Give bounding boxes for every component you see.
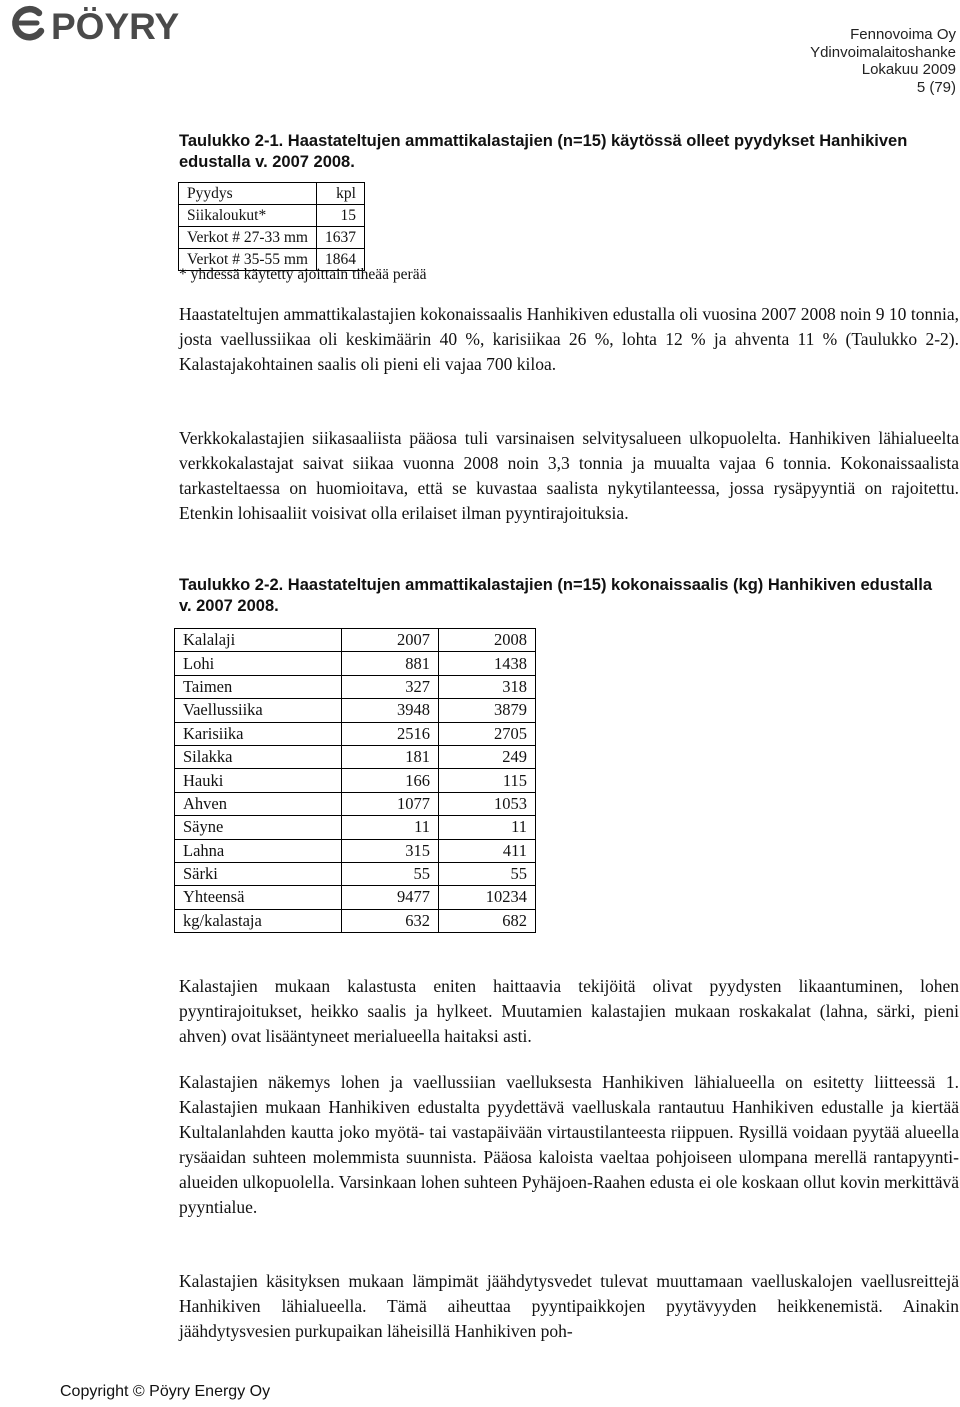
- table-cell: Taimen: [175, 675, 342, 698]
- table-cell: 881: [342, 652, 439, 675]
- paragraph: Verkkokalastajien siikasaaliista pääosa tuli varsinaisen selvitysalueen ulkopuolelta. Hanhikiven lähialueelta verkkokalastajat saivat siikaa vuonna 2008 noin 3,3 tonnia ja muualta vajaa 6 tonnia. Kokonaissaalista tarkasteltaessa on huomioitava, että se kuvastaa saalista nykytilanteessa, jossa rysäpyyntiä on rajoitettu. Etenkin lohisaaliit voisivat olla erilaiset ilman pyyntirajoituksia.: [179, 428, 959, 523]
- table-row: [175, 699, 536, 722]
- footer-copyright: Copyright © Pöyry Energy Oy: [60, 1383, 271, 1400]
- table-header-cell: 2008: [439, 629, 536, 652]
- table-header-row: [175, 629, 536, 652]
- table-row: [175, 722, 536, 745]
- table-cell: Säyne: [175, 816, 342, 839]
- table-cell: Vaellussiika: [175, 699, 342, 722]
- header-client: Fennovoima Oy: [850, 26, 956, 43]
- table-cell: Silakka: [175, 745, 342, 768]
- table-row: [175, 862, 536, 885]
- table-cell: 2516: [342, 722, 439, 745]
- table-cell: 3879: [439, 699, 536, 722]
- table-row: [175, 839, 536, 862]
- table-cell: 1637: [316, 227, 364, 249]
- table-row: [179, 227, 365, 249]
- table-row: [175, 792, 536, 815]
- table-cell: 1053: [439, 792, 536, 815]
- header-page-number: 5 (79): [916, 78, 956, 96]
- table-cell: Verkot # 35-55 mm: [179, 249, 317, 271]
- table-header-row: [179, 183, 365, 205]
- table-cell: 11: [439, 816, 536, 839]
- table-cell: kg/kalastaja: [175, 909, 342, 932]
- table-cell: 2705: [439, 722, 536, 745]
- table-row: [175, 745, 536, 768]
- poyry-logo: [6, 4, 246, 44]
- table-row: [175, 769, 536, 792]
- table-cell: Ahven: [175, 792, 342, 815]
- table-cell: 632: [342, 909, 439, 932]
- table-cell: 115: [439, 769, 536, 792]
- paragraph: Kalastajien mukaan kalastusta eniten haittaavia tekijöitä olivat pyydysten likaantuminen, lohen pyyntirajoitukset, heikko saalis ja hylkeet. Muutamien kalastajien mukaan roskakalat (lahna, särki, pieni ahven) ovat lisääntyneet merialueella haitaksi asti.: [179, 976, 959, 1046]
- table-cell: 1864: [316, 249, 364, 271]
- table-cell: 1438: [439, 652, 536, 675]
- table-row: [175, 909, 536, 932]
- table-cell: Karisiika: [175, 722, 342, 745]
- table-header-cell: Kalalaji: [175, 629, 342, 652]
- table-cell: Siikaloukut*: [179, 205, 317, 227]
- logo-swoosh-icon: [15, 9, 41, 37]
- table1-caption: Taulukko 2-1. Haastateltujen ammattikalastajien (n=15) käytössä olleet pyydykset Hanhikiven edustalla v. 2007 2008.: [179, 132, 908, 171]
- table-row: [175, 675, 536, 698]
- table1-footnote: * yhdessä käytetty ajoittain tiheää perää: [179, 266, 427, 283]
- table-cell: 249: [439, 745, 536, 768]
- logo-wordmark: PÖYRY: [51, 6, 180, 44]
- table-cell: 181: [342, 745, 439, 768]
- table-cell: 55: [342, 862, 439, 885]
- table-cell: 682: [439, 909, 536, 932]
- table-cell: 11: [342, 816, 439, 839]
- table-cell: 55: [439, 862, 536, 885]
- table-row: [175, 816, 536, 839]
- table-cell: 318: [439, 675, 536, 698]
- table-cell: Verkot # 27-33 mm: [179, 227, 317, 249]
- document-header: [810, 26, 956, 96]
- paragraph: Kalastajien näkemys lohen ja vaellussiian vaelluksesta Hanhikiven lähialueella on esitetty liitteessä 1. Kalastajien mukaan Hanhikiven edustalta pyydettävä vaelluskala rantautuu Hanhikiven edustalle ja kiertää Kultalanlahden kautta joko myötä- tai vastapäivään virtaustilanteesta riippuen. Rysillä voidaan pyytää alueella rysäaidan suhteen molemmista suunnista. Pääosa kaloista vaeltaa pohjoiseen ulompana merellä rantapyyntialueiden ulkopuolella. Varsinkaan lohen suhteen Pyhäjoen-Raahen edusta ei ole koskaan ollut kovin merkittävä pyyntialue.: [179, 1072, 959, 1217]
- table-cell: Lohi: [175, 652, 342, 675]
- table2-caption: Taulukko 2-2. Haastateltujen ammattikalastajien (n=15) kokonaissaalis (kg) Hanhikiven edustalla v. 2007 2008.: [179, 576, 933, 615]
- table-cell: 1077: [342, 792, 439, 815]
- table-header-cell: 2007: [342, 629, 439, 652]
- table-cell: 9477: [342, 886, 439, 909]
- header-date: Lokakuu 2009: [861, 61, 956, 78]
- table-cell: 10234: [439, 886, 536, 909]
- paragraph: Haastateltujen ammattikalastajien kokonaissaalis Hanhikiven edustalla oli vuosina 2007 2008 noin 9 10 tonnia, josta vaellussiikaa oli keskimäärin 40 %, karisiikaa 26 %, lohta 12 % ja ahventa 11 % (Taulukko 2-2). Kalastajakohtainen saalis oli pieni eli vajaa 700 kiloa.: [179, 304, 959, 374]
- table-cell: 327: [342, 675, 439, 698]
- table-header-cell: Pyydys: [179, 183, 317, 205]
- table-cell: 3948: [342, 699, 439, 722]
- table-cell: Lahna: [175, 839, 342, 862]
- catch-table: [174, 628, 536, 933]
- table-cell: 166: [342, 769, 439, 792]
- table-cell: Hauki: [175, 769, 342, 792]
- table-cell: 315: [342, 839, 439, 862]
- table-cell: Yhteensä: [175, 886, 342, 909]
- table-row: [175, 886, 536, 909]
- table-row: [175, 652, 536, 675]
- table-cell: 411: [439, 839, 536, 862]
- table-cell: Särki: [175, 862, 342, 885]
- header-project: Ydinvoimalaitoshanke: [810, 43, 956, 61]
- paragraph: Kalastajien käsityksen mukaan lämpimät jäähdytysvedet tulevat muuttamaan vaelluskalojen vaellusreittejä Hanhikiven lähialueella. Tämä aiheuttaa pyyntipaikkojen pyytävyyden heikkenemistä. Ainakin jäähdytysvesien purkupaikan läheisillä Hanhikiven poh-: [179, 1271, 959, 1341]
- table-cell: 15: [316, 205, 364, 227]
- gear-table: [178, 182, 365, 271]
- table-header-cell: kpl: [316, 183, 364, 205]
- table-row: [179, 205, 365, 227]
